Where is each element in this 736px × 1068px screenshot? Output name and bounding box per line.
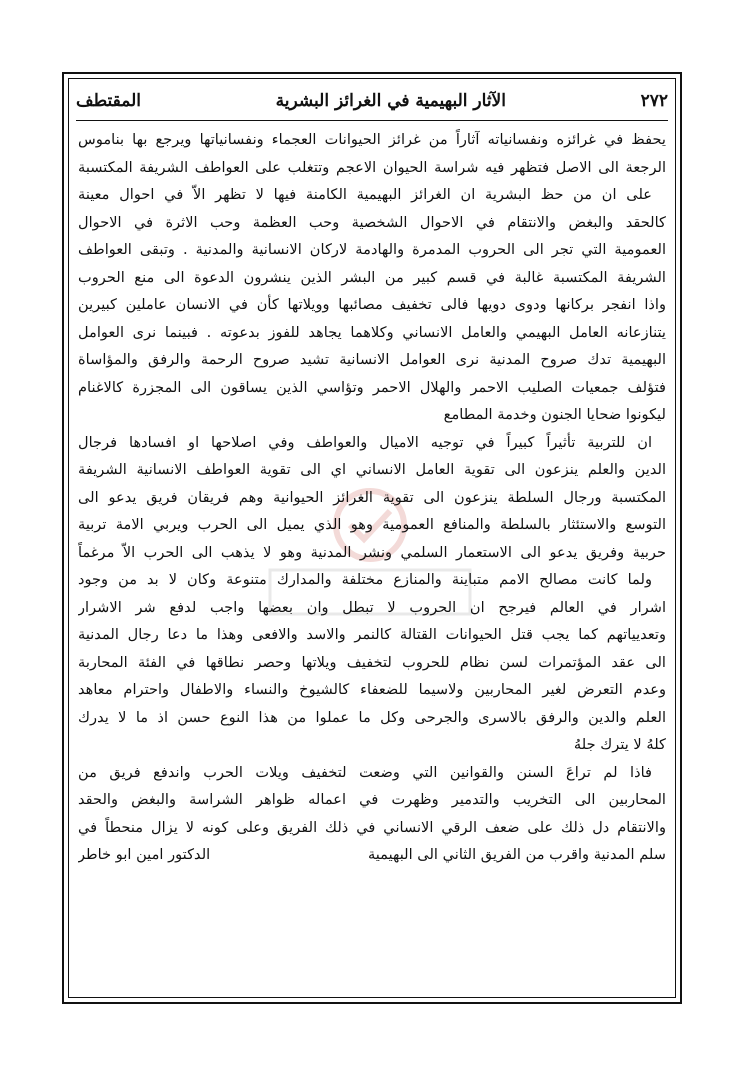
text-line: العمومية التي تجر الى الحروب المدمرة والهادمة لاركان الانسانية والمدنية . وتبقى العواطف	[78, 241, 666, 258]
text-line: الرجعة الى الاصل فتظهر فيه شراسة الحيوان الاعجم وتتغلب على العواطف الشريفة المكتسبة	[78, 158, 666, 176]
text-line: والانتقام دل ذلك على ضعف الرقي الانساني في ذلك الفريق وعلى كونه لا يزال منحطاً في	[78, 818, 666, 836]
text-line: كالحقد والبغض والانتقام في الاحوال الشخصية وحب العظمة وحب الاثرة في الاحوال	[78, 213, 666, 231]
text-line: يحفظ في غرائزه ونفسانياته آثاراً من غرائز الحيوانات العجماء ونفسانياتها ويرجع بها بناموس	[78, 131, 666, 148]
text-line: فاذا لم تراعَ السنن والقوانين التي وضعت لتخفيف ويلات الحرب واندفع فريق من	[78, 763, 652, 781]
text-line: العلم والدين والرفق بالاسرى والجرحى وكل ما عملوا من هذا النوع حسن اذ ما لا يدرك	[78, 708, 666, 726]
text-line: المحاربين الى التخريب والتدمير وظهرت في اعماله ظواهر الشراسة والبغض والحقد	[78, 791, 666, 808]
closing-line	[78, 841, 666, 869]
text-line: التوسع والاستئثار بالسلطة والمنافع العمومية وهو الذي يميل الى الحرب ويربي الامة تربية	[78, 516, 666, 533]
text-line: يتنازعانه العامل البهيمي والعامل الانساني وكلاهما يجاهد للفوز بدعوته . فبينما نرى العوامل	[78, 323, 666, 341]
header-divider	[76, 120, 668, 121]
journal-name: المقتطف	[76, 91, 142, 111]
text-line: اشرار في العالم فيرجح ان الحروب لا تبطل وان بعضها واجب لدفع شر الاشرار	[78, 598, 666, 616]
text-line: حربية وفريق يدعو الى الاستعمار السلمي ونشر المدنية وهو لا يذهب الى الحرب الاّ مرغماً	[78, 543, 666, 561]
text-line: الشريفة المكتسبة غالبة في قسم كبير من البشر الذين ينشرون الدعوة الى منع الحروب	[78, 268, 666, 286]
text-line: وتعديياتهم كما يجب قتل الحيوانات القتالة كالنمر والاسد والافعى وهذا ما دعا رجال المدنية	[78, 626, 666, 643]
text-line: كلهُ لا يترك جلهُ	[573, 736, 666, 753]
page-number: ٢٧٢	[640, 91, 668, 111]
author-signature: الدكتور امين ابو خاطر	[78, 846, 211, 863]
text-line: البهيمية تدك صروح المدنية نرى العوامل الانسانية تشيد صروح الرحمة والرفق والمؤاساة	[78, 351, 666, 368]
text-line: فتؤلف جمعيات الصليب الاحمر والهلال الاحمر وتؤاسي الذين يساقون الى المجزرة كالاغنام	[78, 378, 666, 396]
text-line: سلم المدنية واقرب من الفريق الثاني الى البهيمية	[367, 846, 666, 863]
text-line: على ان من حظ البشرية ان الغرائز البهيمية الكامنة فيها لا تظهر الاّ في احوال معينة	[78, 186, 652, 203]
text-line: واذا انفجر بركانها ودوى دويها فالى تخفيف مصائبها وويلاتها كأن في الانسان عاملين كبيرين	[78, 296, 666, 313]
text-line: ولما كانت مصالح الامم متباينة والمنازع مختلفة والمدارك متنوعة وكان لا بد من وجود	[78, 571, 652, 588]
text-line: وعدم التعرض لغير المحاربين ولاسيما للضعفاء كالشيوخ والنساء والاطفال واحترام معاهد	[78, 681, 666, 698]
text-line: ليكونوا ضحايا الجنون وخدمة المطامع	[443, 406, 666, 423]
text-line: ان للتربية تأثيراً كبيراً في توجيه الاميال والعواطف وفي اصلاحها او افسادها فرجال	[78, 433, 652, 451]
article-title: الآثار البهيمية في الغرائز البشرية	[275, 91, 506, 111]
page-header	[76, 84, 668, 118]
text-line: الى عقد المؤتمرات لسن نظام للحروب لتخفيف ويلاتها وحصر نطاقها في الفئة المحاربة	[78, 653, 666, 671]
text-line: الدين والعلم ينزعون الى تقوية العامل الانساني اي الى تقوية العواطف الانسانية الشريفة	[78, 461, 666, 478]
text-line: المكتسبة ورجال السلطة ينزعون الى تقوية الغرائز الحيوانية وهم فريقان فريق يدعو الى	[78, 488, 666, 506]
article-body	[78, 126, 666, 994]
